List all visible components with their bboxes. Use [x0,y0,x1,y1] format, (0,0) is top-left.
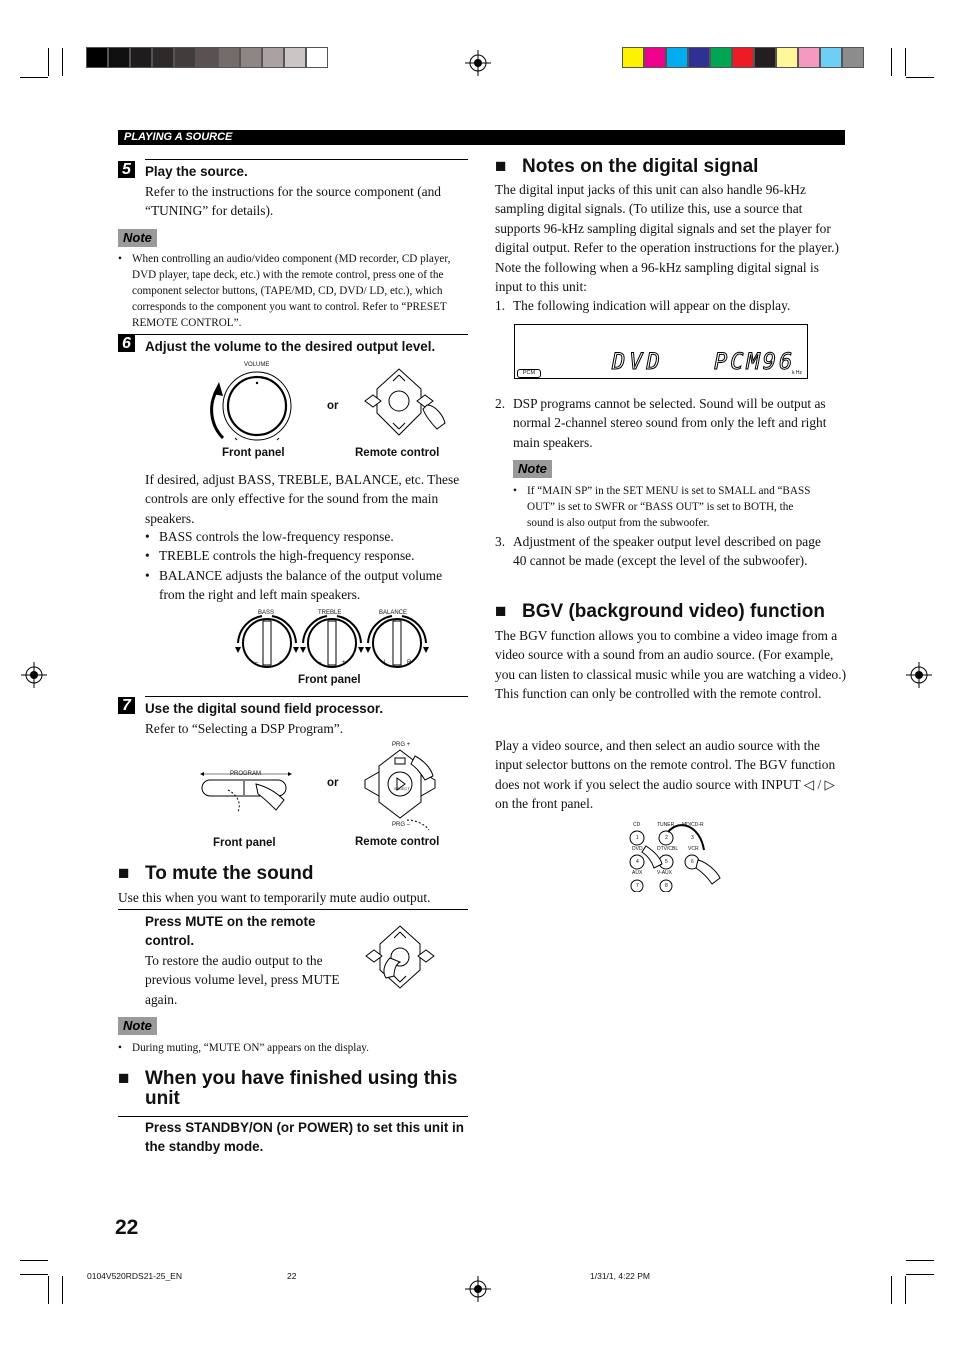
pcm-tag: PCM [517,369,541,378]
note-label: Note [118,1017,157,1035]
step-number-6: 6 [118,335,135,352]
volume-knob-illustration [205,360,305,446]
balance-label: BALANCE [379,610,408,616]
calibration-swatch [732,47,754,68]
key-label-cd: CD [633,822,641,828]
treble-minus-mark: – [318,660,322,666]
calibration-swatch [688,47,710,68]
bgv-para1: The BGV function allows you to combine a video image from a video source with a sound from an audio source. (For example, you can listen to classical music while you are watching a video.) This function can only be controlled with the remote control. [495,628,847,702]
prg-minus-label: PRG – [392,822,411,828]
section-rule [118,1116,468,1117]
digital-list-3 [495,532,825,571]
step5-note [118,251,470,331]
treble-label: TREBLE [318,610,342,616]
digital-intro: The digital input jacks of this unit can also handle 96-kHz sampling digital signals. (To utilize this, use a source that supports 96-kHz sampling digital signals and set the player for digital output. Refer to the operation instructions for the player.) Note the following when a 96-kHz sampling digital signal is input to this unit: [495,182,839,295]
key-label-dtv-cbl: DTV/CBL [657,846,679,852]
registration-mark-icon [465,1276,491,1302]
calibration-swatch [218,47,240,68]
key-label-aux: AUX [632,870,643,876]
step6-title: Adjust the volume to the desired output level. [145,339,436,354]
calibration-swatch [196,47,218,68]
mute-intro: Use this when you want to temporarily mute audio output. [118,890,431,905]
list-item: • BASS controls the low-frequency response. [145,527,470,546]
mute-step-title: Press MUTE on the remote control. [145,914,316,948]
note-item: • During muting, “MUTE ON” appears on the display. [118,1040,470,1056]
list-text: The following indication will appear on the display. [513,298,791,313]
note-item: • If “MAIN SP” in the SET MENU is set to SMALL and “BASS OUT” is set to SWFR or “BASS OUT” is set to BOTH, the sound is also output from the subwoofer. [513,483,813,531]
finished-step-title: Press STANDBY/ON (or POWER) to set this unit in the standby mode. [145,1120,464,1154]
balance-left-mark: L [384,660,388,666]
registration-mark-icon [906,662,932,688]
list-item [495,394,840,452]
remote-mute-illustration [360,922,440,994]
tone-intro: If desired, adjust BASS, TREBLE, BALANCE, etc. These controls are only effective for the sound from the main speakers. [145,472,460,526]
page-number: 22 [115,1216,139,1239]
list-text: DSP programs cannot be selected. Sound will be output as normal 2-channel stereo sound from only the left and right main speakers. [513,396,827,450]
registration-mark-icon [465,50,491,76]
calibration-swatch [174,47,196,68]
key-label-vcr: VCR [688,846,699,852]
knobs-caption: Front panel [298,674,361,686]
volume-label: VOLUME [244,362,270,368]
calibration-swatch [710,47,732,68]
calibration-swatch [842,47,864,68]
step-number-7: 7 [118,697,135,714]
note-item: • When controlling an audio/video component (MD recorder, CD player, DVD player, tape deck, etc.) with the remote control, press one of the component selector buttons, (TAPE/MD, CD, DVD/ LD, etc.), which corresponds to the component you want to control. Refer to “PRESET REMOTE CONTROL”. [118,251,470,331]
list-item [495,532,825,571]
key-number-4: 4 [636,859,639,865]
key-label-v-aux: V-AUX [657,870,673,876]
registration-mark-icon [21,662,47,688]
calibration-swatch [820,47,842,68]
digital-heading: Notes on the digital signal [522,156,759,177]
or-label: or [327,777,339,789]
calibration-swatch [644,47,666,68]
remote-control-caption: Remote control [355,447,440,459]
step-rule [145,696,468,697]
step-rule [145,159,468,160]
prg-plus-label: PRG + [392,742,411,748]
key-number-1: 1 [636,835,639,841]
bass-plus-mark: + [279,660,283,666]
step-number-5: 5 [118,161,135,178]
key-number-3: 3 [691,835,694,841]
key-label-tuner: TUNER [657,822,675,828]
select-label: SELECT [394,786,410,791]
list-item [495,296,847,315]
note-label: Note [118,229,157,247]
key-label-md-cdr: MD/CD-R [682,822,704,828]
mute-step-text: To restore the audio output to the previous volume level, press MUTE again. [145,953,340,1007]
calibration-swatch [666,47,688,68]
tone-knobs-illustration [232,607,432,675]
step-rule [118,334,468,335]
treble-plus-mark: + [342,660,346,666]
calibration-swatch [240,47,262,68]
step5-title: Play the source. [145,164,248,179]
calibration-swatch [86,47,108,68]
footer-file: 0104V520RDS21-25_EN [87,1271,182,1281]
calibration-swatch [776,47,798,68]
list-number: 2. [495,396,506,411]
display-unit: k Hz [792,370,802,376]
section-rule [118,909,468,910]
bass-minus-mark: – [255,660,259,666]
key-number-5: 5 [665,859,668,865]
digital-list-1 [495,296,847,315]
key-number-8: 8 [665,883,668,889]
bgv-bullet: ■ [495,601,507,622]
finished-heading: When you have finished using this unit [145,1068,458,1109]
step5-text: Refer to the instructions for the source component (and “TUNING” for details). [145,184,441,219]
calibration-swatch [130,47,152,68]
finished-bullet: ■ [118,1068,130,1089]
bass-label: BASS [258,610,275,616]
front-panel-caption: Front panel [213,837,276,849]
bgv-heading: BGV (background video) function [522,601,825,622]
calibration-swatch [152,47,174,68]
mute-bullet: ■ [118,863,130,884]
display-right-text: PCM96 [714,350,796,375]
remote-control-illustration [355,365,450,440]
key-label-dvd: DVD [632,846,643,852]
digital-note [513,483,813,531]
mute-heading: To mute the sound [145,863,314,884]
or-label: or [327,400,339,412]
remote-control-caption: Remote control [355,836,440,848]
digital-list-2 [495,394,840,452]
balance-right-mark: R [407,660,412,666]
key-number-7: 7 [636,883,639,889]
list-number: 3. [495,534,506,549]
digital-bullet: ■ [495,156,507,177]
key-number-2: 2 [665,835,668,841]
display-left-text: DVD [612,350,664,375]
list-item: • BALANCE adjusts the balance of the output volume from the right and left main speakers. [145,566,470,605]
key-number-6: 6 [691,859,694,865]
section-label: PLAYING A SOURCE [124,131,233,143]
bgv-para2: Play a video source, and then select an audio source with the input selector buttons on the remote control. The BGV function does not work if you select the audio source with INPUT ◁ / ▷ on the front panel. [495,738,836,812]
calibration-swatch [262,47,284,68]
calibration-swatch [798,47,820,68]
footer-date: 1/31/1, 4:22 PM [590,1271,651,1281]
keypad-illustration [624,820,724,892]
step7-title: Use the digital sound field processor. [145,701,384,716]
calibration-swatch [754,47,776,68]
list-text: Adjustment of the speaker output level described on page 40 cannot be made (except the level of the subwoofer). [513,534,821,569]
tone-list [145,527,470,605]
calibration-swatch [108,47,130,68]
front-panel-caption: Front panel [222,447,285,459]
footer-page: 22 [287,1271,297,1281]
list-number: 1. [495,298,506,313]
note-label: Note [513,460,552,478]
mute-note [118,1040,470,1056]
list-item: • TREBLE controls the high-frequency response. [145,546,470,565]
step7-text: Refer to “Selecting a DSP Program”. [145,721,344,736]
calibration-swatch [622,47,644,68]
calibration-swatch [306,47,328,68]
calibration-swatch [284,47,306,68]
program-label: PROGRAM [230,771,262,777]
